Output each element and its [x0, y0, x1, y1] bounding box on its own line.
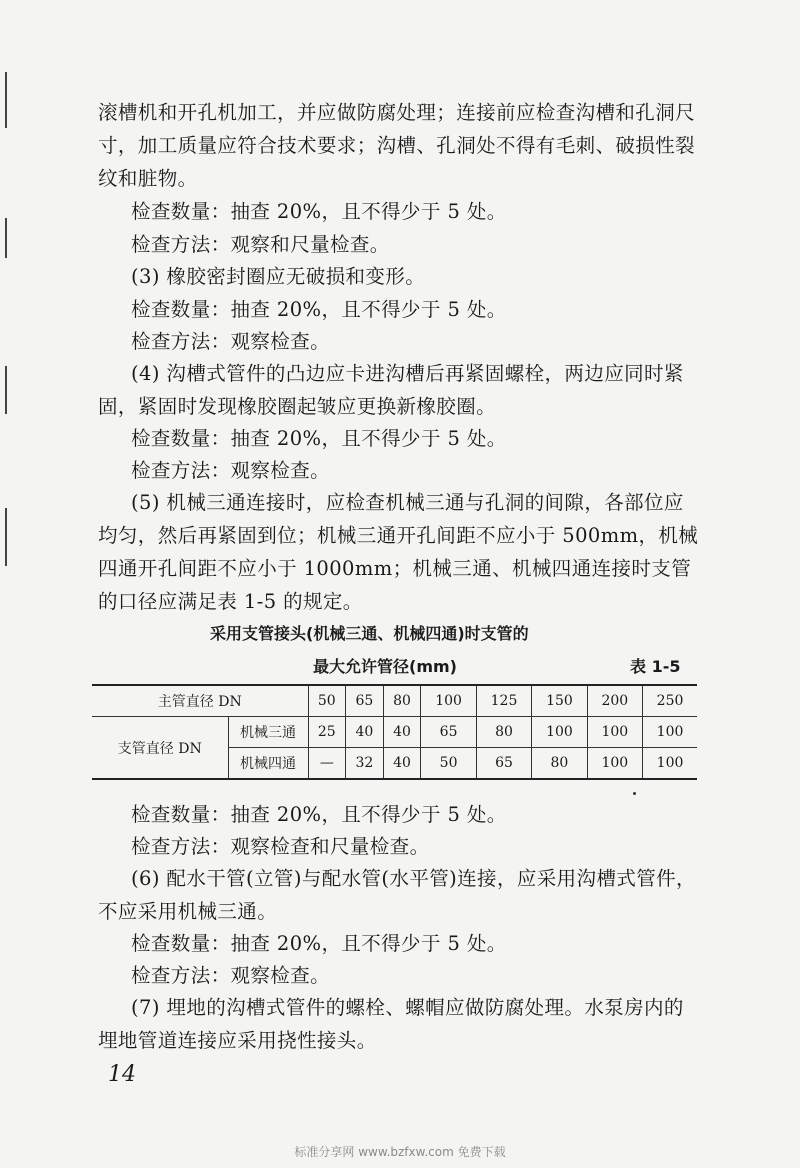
table-cell: 125: [476, 685, 531, 717]
scan-edge-line: [5, 366, 7, 414]
paragraph: (4) 沟槽式管件的凸边应卡进沟槽后再紧固螺栓，两边应同时紧固，紧固时发现橡胶圈起皱应更换新橡胶圈。: [98, 362, 684, 418]
table-cell: 50: [308, 685, 346, 717]
paragraph: 检查方法：观察检查。: [131, 459, 331, 482]
paragraph: 检查方法：观察检查。: [131, 964, 331, 987]
table-cell: 32: [346, 748, 384, 780]
scan-speck: [633, 792, 636, 795]
table-cell: 250: [643, 685, 697, 717]
table-cell: —: [308, 748, 346, 780]
scan-edge-line: [5, 72, 7, 128]
paragraph: 检查方法：观察检查。: [131, 330, 331, 353]
table-cell: 100: [643, 717, 697, 748]
table-row-label: 机械四通: [228, 748, 308, 780]
scan-edge-line: [5, 218, 7, 258]
table-cell: 65: [346, 685, 384, 717]
table-cell: 100: [532, 717, 587, 748]
table-header-cell: 主管直径 DN: [92, 685, 308, 717]
paragraph: 检查数量：抽查 20%，且不得少于 5 处。: [131, 200, 507, 223]
table-row-label: 机械三通: [228, 717, 308, 748]
watermark: 标准分享网 www.bzfxw.com 免费下载: [294, 1145, 506, 1159]
paragraph: (7) 埋地的沟槽式管件的螺栓、螺帽应做防腐处理。水泵房内的埋地管道连接应采用挠性接头。: [98, 996, 684, 1052]
table-cell: 40: [383, 748, 421, 780]
paragraph: 检查数量：抽查 20%，且不得少于 5 处。: [131, 803, 507, 826]
table-cell: 65: [421, 717, 476, 748]
table-caption: 采用支管接头(机械三通、机械四通)时支管的: [210, 624, 529, 643]
paragraph: 检查方法：观察和尺量检查。: [131, 233, 390, 256]
table-cell: 100: [421, 685, 476, 717]
paragraph: 滚槽机和开孔机加工，并应做防腐处理；连接前应检查沟槽和孔洞尺寸，加工质量应符合技术要求；沟槽、孔洞处不得有毛刺、破损性裂纹和脏物。: [98, 101, 696, 190]
table-cell: 100: [587, 748, 642, 780]
table-row: [92, 717, 697, 748]
table-cell: 65: [476, 748, 531, 780]
table-cell: 100: [643, 748, 697, 780]
paragraph: 检查方法：观察检查和尺量检查。: [131, 835, 430, 858]
table-cell: 40: [346, 717, 384, 748]
table-number: 表 1-5: [630, 657, 681, 676]
paragraph: (6) 配水干管(立管)与配水管(水平管)连接，应采用沟槽式管件，不应采用机械三通。: [98, 867, 696, 923]
table-cell: 150: [532, 685, 587, 717]
scan-edge-line: [5, 508, 7, 566]
table-cell: 80: [383, 685, 421, 717]
paragraph: (3) 橡胶密封圈应无破损和变形。: [131, 265, 426, 288]
page-number: 14: [108, 1062, 136, 1087]
paragraph: 检查数量：抽查 20%，且不得少于 5 处。: [131, 427, 507, 450]
pipe-diameter-table: [92, 684, 697, 780]
table-cell: 40: [383, 717, 421, 748]
table-cell: 80: [532, 748, 587, 780]
paragraph: (5) 机械三通连接时，应检查机械三通与孔洞的间隙，各部位应均匀，然后再紧固到位；机械三通开孔间距不应小于 500mm，机械四通开孔间距不应小于 1000mm；机械三通、机械四通连接时支管的口径应满足表 1-5 的规定。: [98, 491, 699, 613]
table-caption: 最大允许管径(mm): [313, 657, 457, 676]
table-row: [92, 685, 697, 717]
table-cell: 80: [476, 717, 531, 748]
table-header-cell: 支管直径 DN: [92, 717, 228, 780]
table-cell: 200: [587, 685, 642, 717]
paragraph: 检查数量：抽查 20%，且不得少于 5 处。: [131, 298, 507, 321]
table-cell: 100: [587, 717, 642, 748]
paragraph: 检查数量：抽查 20%，且不得少于 5 处。: [131, 932, 507, 955]
table-cell: 25: [308, 717, 346, 748]
table-cell: 50: [421, 748, 476, 780]
